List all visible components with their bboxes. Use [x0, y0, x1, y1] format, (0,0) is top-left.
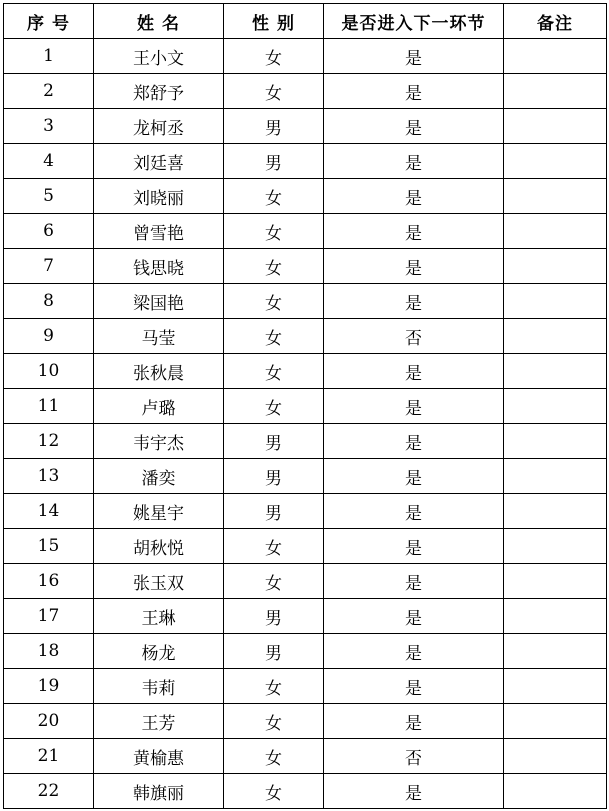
- header-row: [4, 4, 607, 39]
- cell-gender: 女: [224, 389, 324, 424]
- cell-note: [504, 249, 607, 284]
- results-table: [3, 3, 607, 809]
- cell-advance: 是: [324, 564, 504, 599]
- cell-note: [504, 774, 607, 809]
- cell-note: [504, 74, 607, 109]
- cell-name: 刘廷喜: [94, 144, 224, 179]
- cell-advance: 是: [324, 144, 504, 179]
- table-row: [4, 599, 607, 634]
- cell-note: [504, 389, 607, 424]
- table-row: [4, 109, 607, 144]
- table-row: [4, 634, 607, 669]
- cell-number: 6: [4, 214, 94, 249]
- cell-note: [504, 39, 607, 74]
- cell-gender: 女: [224, 739, 324, 774]
- cell-name: 韦宇杰: [94, 424, 224, 459]
- cell-gender: 女: [224, 39, 324, 74]
- cell-advance: 是: [324, 599, 504, 634]
- cell-gender: 女: [224, 354, 324, 389]
- cell-advance: 是: [324, 109, 504, 144]
- cell-advance: 是: [324, 494, 504, 529]
- cell-note: [504, 109, 607, 144]
- table-row: [4, 494, 607, 529]
- cell-gender: 女: [224, 529, 324, 564]
- header-note: 备注: [504, 4, 607, 39]
- cell-gender: 女: [224, 249, 324, 284]
- cell-number: 15: [4, 529, 94, 564]
- cell-number: 16: [4, 564, 94, 599]
- cell-note: [504, 144, 607, 179]
- table-row: [4, 284, 607, 319]
- cell-name: 郑舒予: [94, 74, 224, 109]
- cell-advance: 是: [324, 179, 504, 214]
- cell-advance: 是: [324, 774, 504, 809]
- header-name: 姓 名: [94, 4, 224, 39]
- cell-name: 王芳: [94, 704, 224, 739]
- table-row: [4, 739, 607, 774]
- cell-note: [504, 284, 607, 319]
- cell-gender: 女: [224, 564, 324, 599]
- cell-name: 张秋晨: [94, 354, 224, 389]
- cell-name: 钱思晓: [94, 249, 224, 284]
- cell-note: [504, 214, 607, 249]
- cell-number: 20: [4, 704, 94, 739]
- cell-note: [504, 704, 607, 739]
- cell-advance: 是: [324, 214, 504, 249]
- cell-advance: 否: [324, 739, 504, 774]
- cell-number: 12: [4, 424, 94, 459]
- cell-advance: 是: [324, 459, 504, 494]
- cell-name: 黄榆惠: [94, 739, 224, 774]
- cell-gender: 男: [224, 459, 324, 494]
- cell-number: 14: [4, 494, 94, 529]
- table-row: [4, 459, 607, 494]
- table-row: [4, 529, 607, 564]
- cell-advance: 是: [324, 704, 504, 739]
- table-row: [4, 389, 607, 424]
- table-row: [4, 39, 607, 74]
- cell-number: 1: [4, 39, 94, 74]
- cell-gender: 女: [224, 319, 324, 354]
- cell-name: 潘奕: [94, 459, 224, 494]
- table-row: [4, 564, 607, 599]
- table-row: [4, 704, 607, 739]
- cell-name: 韩旗丽: [94, 774, 224, 809]
- cell-advance: 是: [324, 284, 504, 319]
- table-row: [4, 424, 607, 459]
- table-body: [4, 39, 607, 809]
- header-number: 序 号: [4, 4, 94, 39]
- cell-gender: 男: [224, 424, 324, 459]
- cell-name: 姚星宇: [94, 494, 224, 529]
- cell-number: 13: [4, 459, 94, 494]
- cell-name: 韦莉: [94, 669, 224, 704]
- cell-advance: 是: [324, 354, 504, 389]
- table-row: [4, 179, 607, 214]
- cell-gender: 男: [224, 144, 324, 179]
- cell-advance: 是: [324, 39, 504, 74]
- cell-gender: 女: [224, 704, 324, 739]
- table-row: [4, 249, 607, 284]
- cell-number: 11: [4, 389, 94, 424]
- cell-note: [504, 494, 607, 529]
- table-row: [4, 354, 607, 389]
- cell-name: 曾雪艳: [94, 214, 224, 249]
- cell-name: 刘晓丽: [94, 179, 224, 214]
- cell-advance: 是: [324, 424, 504, 459]
- cell-name: 卢璐: [94, 389, 224, 424]
- cell-note: [504, 739, 607, 774]
- cell-gender: 男: [224, 599, 324, 634]
- cell-advance: 是: [324, 389, 504, 424]
- cell-gender: 男: [224, 109, 324, 144]
- cell-name: 张玉双: [94, 564, 224, 599]
- cell-note: [504, 319, 607, 354]
- cell-number: 4: [4, 144, 94, 179]
- cell-name: 王小文: [94, 39, 224, 74]
- cell-number: 9: [4, 319, 94, 354]
- cell-gender: 女: [224, 284, 324, 319]
- table-row: [4, 144, 607, 179]
- cell-number: 8: [4, 284, 94, 319]
- cell-advance: 是: [324, 529, 504, 564]
- cell-note: [504, 354, 607, 389]
- cell-name: 梁国艳: [94, 284, 224, 319]
- table-row: [4, 214, 607, 249]
- cell-note: [504, 424, 607, 459]
- cell-name: 王琳: [94, 599, 224, 634]
- cell-note: [504, 459, 607, 494]
- cell-note: [504, 669, 607, 704]
- cell-gender: 男: [224, 634, 324, 669]
- cell-gender: 女: [224, 214, 324, 249]
- cell-number: 5: [4, 179, 94, 214]
- cell-note: [504, 599, 607, 634]
- cell-advance: 是: [324, 634, 504, 669]
- cell-advance: 是: [324, 249, 504, 284]
- cell-gender: 女: [224, 774, 324, 809]
- cell-number: 17: [4, 599, 94, 634]
- cell-name: 龙柯丞: [94, 109, 224, 144]
- cell-note: [504, 634, 607, 669]
- cell-gender: 男: [224, 494, 324, 529]
- cell-number: 22: [4, 774, 94, 809]
- cell-number: 3: [4, 109, 94, 144]
- cell-gender: 女: [224, 179, 324, 214]
- cell-gender: 女: [224, 74, 324, 109]
- cell-name: 杨龙: [94, 634, 224, 669]
- cell-advance: 是: [324, 669, 504, 704]
- cell-number: 21: [4, 739, 94, 774]
- header-gender: 性 别: [224, 4, 324, 39]
- cell-number: 2: [4, 74, 94, 109]
- cell-number: 7: [4, 249, 94, 284]
- cell-number: 18: [4, 634, 94, 669]
- cell-note: [504, 179, 607, 214]
- table-row: [4, 774, 607, 809]
- table-row: [4, 319, 607, 354]
- table-row: [4, 669, 607, 704]
- cell-name: 胡秋悦: [94, 529, 224, 564]
- cell-note: [504, 564, 607, 599]
- cell-advance: 是: [324, 74, 504, 109]
- cell-number: 19: [4, 669, 94, 704]
- header-advance: 是否进入下一环节: [324, 4, 504, 39]
- cell-name: 马莹: [94, 319, 224, 354]
- cell-note: [504, 529, 607, 564]
- cell-gender: 女: [224, 669, 324, 704]
- cell-advance: 否: [324, 319, 504, 354]
- cell-number: 10: [4, 354, 94, 389]
- table-row: [4, 74, 607, 109]
